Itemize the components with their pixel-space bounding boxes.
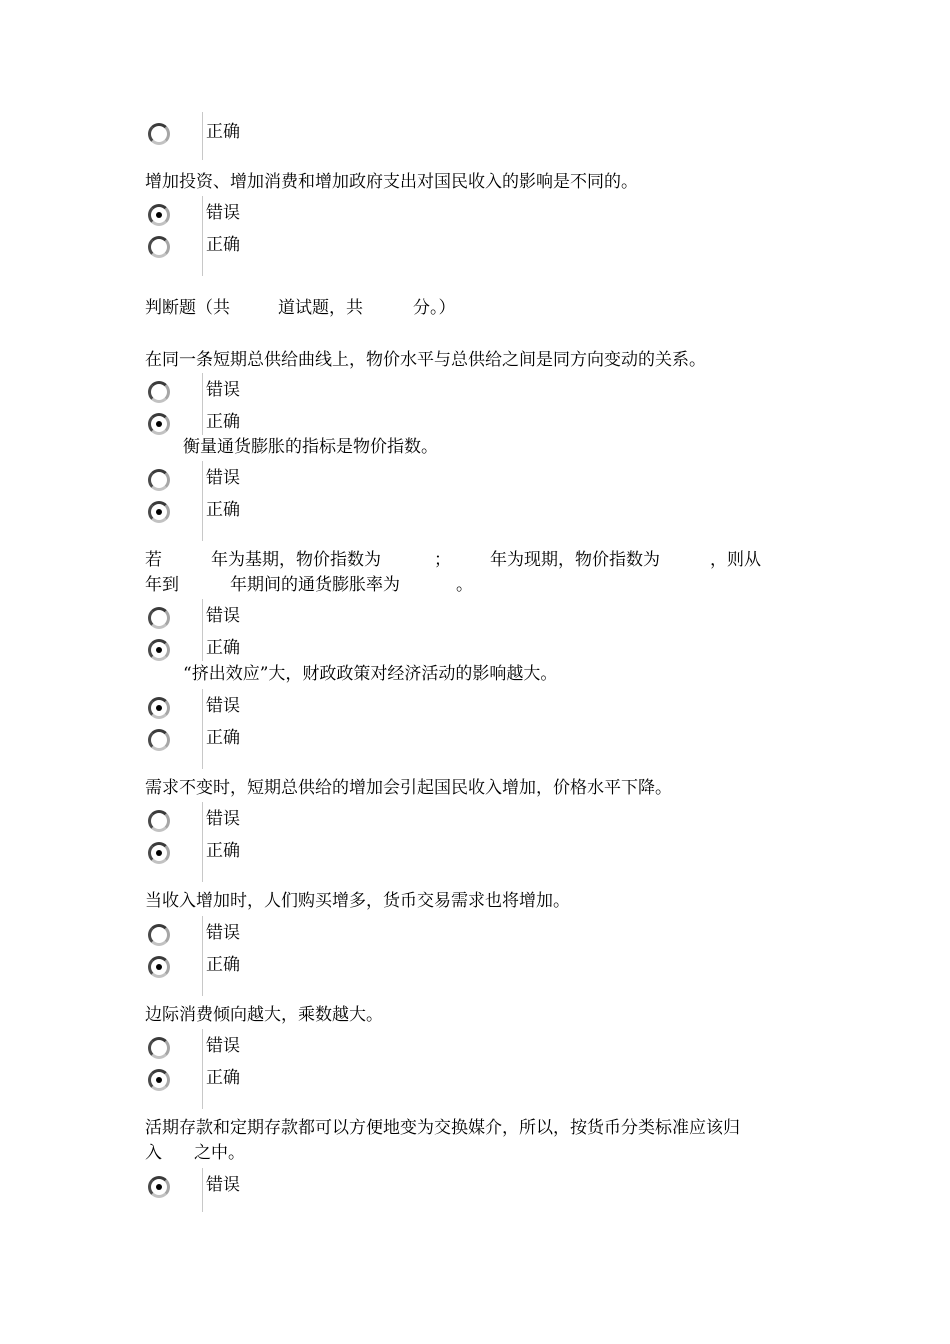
radio-right[interactable] xyxy=(148,639,170,661)
divider xyxy=(202,916,203,996)
question-text-line1-part3: ； xyxy=(434,550,451,570)
option-label-wrong: 错误 xyxy=(206,468,240,488)
option-label-right: 正确 xyxy=(206,500,240,520)
option-label-wrong: 错误 xyxy=(206,809,240,829)
radio-right[interactable] xyxy=(148,842,170,864)
radio-right[interactable] xyxy=(148,236,170,258)
question-text: 衡量通货膨胀的指标是物价指数。 xyxy=(183,437,438,457)
option-label-right: 正确 xyxy=(206,412,240,432)
question-text: 当收入增加时，人们购买增多，货币交易需求也将增加。 xyxy=(145,891,570,911)
section-header-part2: 道试题，共 xyxy=(278,298,363,318)
radio-wrong[interactable] xyxy=(148,381,170,403)
divider xyxy=(202,689,203,769)
divider xyxy=(202,112,203,160)
option-label-right: 正确 xyxy=(206,235,240,255)
radio-wrong[interactable] xyxy=(148,924,170,946)
option-label-wrong: 错误 xyxy=(206,923,240,943)
radio-right[interactable] xyxy=(148,123,170,145)
divider xyxy=(202,196,203,276)
divider xyxy=(202,373,203,435)
option-label-wrong: 错误 xyxy=(206,606,240,626)
question-text-line1-part4: 年为现期，物价指数为 xyxy=(490,550,660,570)
option-label-right: 正确 xyxy=(206,638,240,658)
option-label-right: 正确 xyxy=(206,1068,240,1088)
option-label-wrong: 错误 xyxy=(206,1175,240,1195)
radio-right[interactable] xyxy=(148,1069,170,1091)
option-label-right: 正确 xyxy=(206,841,240,861)
question-text-line2-part3: 。 xyxy=(456,575,473,595)
section-header-part3: 分。） xyxy=(413,298,456,318)
option-label-right: 正确 xyxy=(206,955,240,975)
option-label-right: 正确 xyxy=(206,122,240,142)
radio-right[interactable] xyxy=(148,501,170,523)
section-header-part1: 判断题（共 xyxy=(145,298,230,318)
question-text: 边际消费倾向越大，乘数越大。 xyxy=(145,1005,383,1025)
radio-wrong[interactable] xyxy=(148,810,170,832)
divider xyxy=(202,802,203,882)
radio-right[interactable] xyxy=(148,413,170,435)
option-label-right: 正确 xyxy=(206,728,240,748)
radio-right[interactable] xyxy=(148,729,170,751)
question-text-line1: 活期存款和定期存款都可以方便地变为交换媒介，所以，按货币分类标准应该归 xyxy=(145,1118,740,1138)
radio-wrong[interactable] xyxy=(148,697,170,719)
radio-wrong[interactable] xyxy=(148,1037,170,1059)
option-label-wrong: 错误 xyxy=(206,1036,240,1056)
question-text: “挤出效应”大，财政政策对经济活动的影响越大。 xyxy=(183,664,558,684)
radio-wrong[interactable] xyxy=(148,1176,170,1198)
question-text-line2-part1: 年到 xyxy=(145,575,179,595)
question-text: 增加投资、增加消费和增加政府支出对国民收入的影响是不同的。 xyxy=(145,172,638,192)
radio-wrong[interactable] xyxy=(148,607,170,629)
question-text-line1-part5: ，则从 xyxy=(710,550,761,570)
option-label-wrong: 错误 xyxy=(206,203,240,223)
question-text-line1-part2: 年为基期，物价指数为 xyxy=(211,550,381,570)
divider xyxy=(202,1168,203,1212)
option-label-wrong: 错误 xyxy=(206,380,240,400)
divider xyxy=(202,461,203,541)
divider xyxy=(202,599,203,661)
radio-right[interactable] xyxy=(148,956,170,978)
radio-wrong[interactable] xyxy=(148,204,170,226)
question-text-line2-part2: 之中。 xyxy=(194,1143,245,1163)
question-text: 需求不变时，短期总供给的增加会引起国民收入增加，价格水平下降。 xyxy=(145,778,672,798)
option-label-wrong: 错误 xyxy=(206,696,240,716)
radio-wrong[interactable] xyxy=(148,469,170,491)
question-text: 在同一条短期总供给曲线上，物价水平与总供给之间是同方向变动的关系。 xyxy=(145,350,706,370)
question-text-line2-part1: 入 xyxy=(145,1143,162,1163)
divider xyxy=(202,1029,203,1109)
question-text-line1-part1: 若 xyxy=(145,550,162,570)
question-text-line2-part2: 年期间的通货膨胀率为 xyxy=(230,575,400,595)
